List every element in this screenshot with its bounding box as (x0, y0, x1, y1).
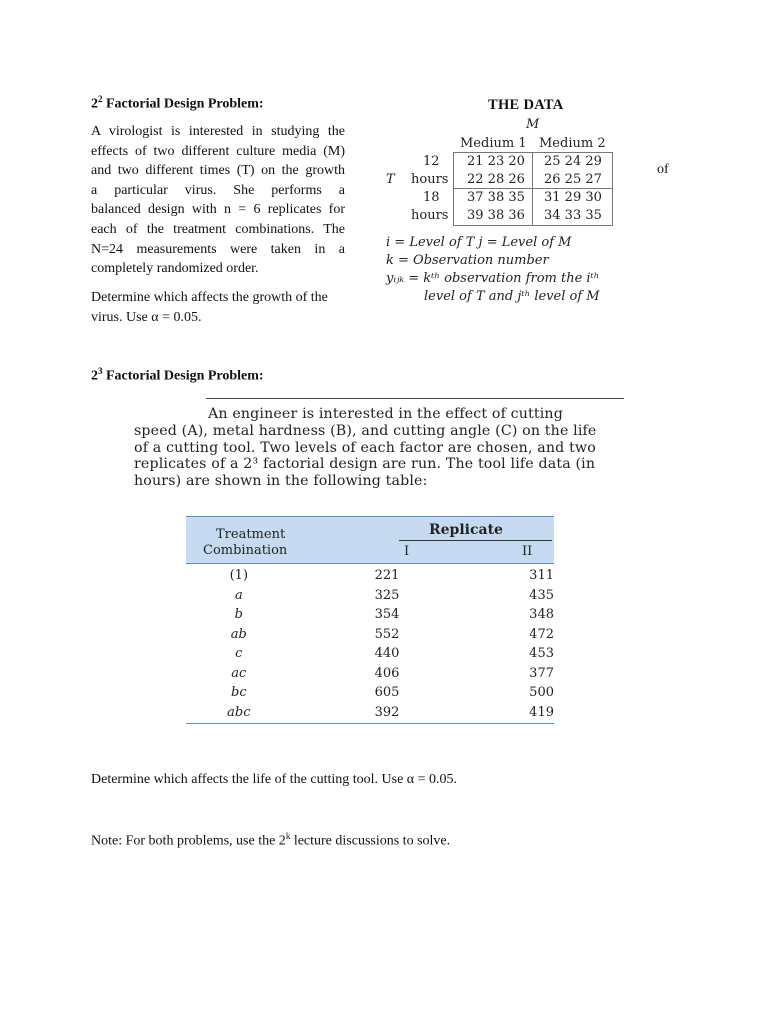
tool-life-rows (186, 566, 554, 722)
rep2-cell: 377 (529, 665, 554, 681)
table-row (186, 586, 554, 606)
data-title: THE DATA (488, 97, 564, 113)
rep2-cell: 311 (529, 568, 554, 584)
combo-cell: bc (231, 685, 247, 701)
paragraph-line: N=24 measurements were taken in a (91, 241, 345, 257)
col-header-medium1: Medium 1 (460, 136, 527, 151)
row-label-hours: hours (411, 172, 449, 187)
paragraph-line: effects of two different culture media (M) (91, 143, 345, 159)
problem1-heading (91, 94, 264, 113)
header-rep-i: I (404, 544, 410, 559)
rep2-cell: 419 (529, 704, 554, 720)
replicate-rule (399, 540, 552, 541)
scan-top-rule (206, 398, 624, 399)
header-rep-ii: II (522, 544, 533, 559)
paragraph-line: balanced design with n = 6 replicates for (91, 202, 345, 218)
note-line: k = Observation number (386, 253, 549, 268)
rep1-cell: 354 (374, 607, 400, 623)
tool-life-table (186, 516, 554, 724)
cell-value: 21 23 20 (467, 154, 525, 169)
header-replicate: Replicate (429, 522, 503, 538)
table-row (186, 566, 554, 586)
paragraph-line: each of the treatment combinations. The (91, 221, 345, 237)
grid-vline (532, 153, 533, 225)
header-treatment: Treatment (216, 527, 286, 542)
table-row (186, 625, 554, 645)
note-after: lecture discussions to solve. (290, 833, 451, 849)
heading-sup: 3 (98, 366, 103, 376)
cell-value: 37 38 35 (467, 190, 525, 205)
combo-cell: ac (231, 665, 247, 681)
row-label-hours: hours (411, 208, 449, 223)
paragraph-line: a particular virus. She performs a (91, 182, 345, 198)
heading-base: 2 (91, 368, 98, 384)
factor-t-label: T (386, 172, 395, 187)
row-label-18: 18 (423, 190, 440, 205)
scan-line: speed (A), metal hardness (B), and cutting angle (C) on the life (134, 422, 597, 439)
data-grid (453, 152, 613, 226)
cell-value: 34 33 35 (544, 208, 602, 223)
note-line: level of T and jᵗʰ level of M (424, 289, 600, 304)
cell-value: 31 29 30 (544, 190, 602, 205)
combo-cell: c (235, 646, 243, 662)
cell-value: 25 24 29 (544, 154, 602, 169)
header-combination: Combination (203, 543, 288, 558)
scan-line: of a cutting tool. Two levels of each factor are chosen, and two (134, 439, 596, 456)
question-line: Determine which affects the growth of the (91, 290, 328, 305)
combo-cell: b (234, 607, 243, 623)
table-row (186, 644, 554, 664)
rep1-cell: 552 (374, 626, 400, 642)
combo-cell: (1) (229, 568, 249, 584)
rep1-cell: 605 (374, 685, 400, 701)
paragraph-line: and two different times (T) on the growth (91, 163, 345, 179)
rep1-cell: 440 (374, 646, 400, 662)
scan-paragraph (134, 406, 624, 490)
note-line: i = Level of T j = Level of M (386, 235, 572, 250)
heading-rest: Factorial Design Problem: (102, 96, 264, 112)
note-sup: k (285, 831, 291, 841)
rep2-cell: 472 (529, 626, 554, 642)
note-before: Note: For both problems, use the 2 (91, 833, 286, 849)
cell-value: 22 28 26 (467, 172, 525, 187)
problem1-question (91, 288, 351, 327)
table-row (186, 664, 554, 684)
paragraph-line: completely randomized order. (91, 261, 259, 277)
table-row (186, 683, 554, 703)
problem2-question: Determine which affects the life of the cutting tool. Use α = 0.05. (91, 772, 458, 787)
rep2-cell: 500 (529, 685, 554, 701)
grid-hline (454, 188, 612, 189)
rep2-cell: 348 (529, 607, 554, 623)
problem1-paragraph (91, 122, 345, 279)
stray-word: of (657, 162, 669, 177)
factor-m-label: M (526, 117, 540, 132)
question-line: virus. Use α = 0.05. (91, 309, 202, 325)
paragraph-line: A virologist is interested in studying the (91, 124, 345, 139)
note-line: yᵢⱼₖ = kᵗʰ observation from the iᵗʰ (386, 271, 600, 286)
heading-rest: Factorial Design Problem: (102, 368, 264, 384)
col-header-medium2: Medium 2 (539, 136, 606, 151)
heading-sup: 2 (98, 94, 103, 104)
table-row (186, 703, 554, 723)
combo-cell: abc (227, 704, 251, 720)
note (91, 831, 450, 850)
rep1-cell: 325 (374, 587, 400, 603)
combo-cell: ab (230, 626, 247, 642)
rep1-cell: 392 (374, 704, 400, 720)
combo-cell: a (234, 587, 243, 603)
header-bottom-rule (186, 563, 554, 564)
problem2-heading (91, 366, 264, 385)
table-row (186, 605, 554, 625)
cell-value: 26 25 27 (544, 172, 602, 187)
rep2-cell: 435 (529, 587, 554, 603)
scan-line: An engineer is interested in the effect of cutting (208, 406, 563, 422)
heading-base: 2 (91, 96, 98, 112)
rep2-cell: 453 (529, 646, 554, 662)
table-header (186, 517, 554, 563)
rep1-cell: 221 (374, 568, 400, 584)
scan-line: hours) are shown in the following table: (134, 473, 428, 490)
scan-line: replicates of a 2³ factorial design are run. The tool life data (in (134, 456, 596, 473)
table-bottom-rule (186, 723, 554, 724)
row-label-12: 12 (423, 154, 440, 169)
rep1-cell: 406 (374, 665, 400, 681)
cell-value: 39 38 36 (467, 208, 525, 223)
